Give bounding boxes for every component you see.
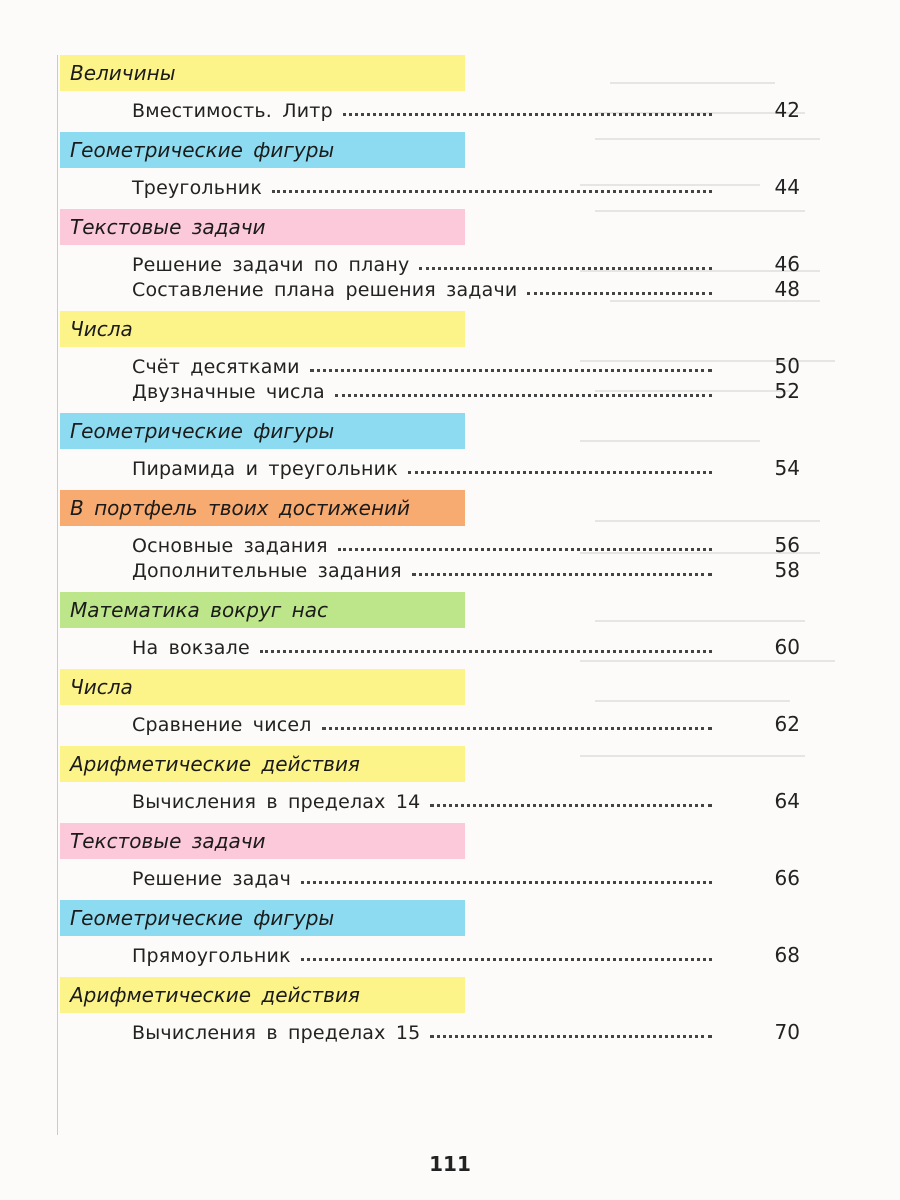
toc-entry[interactable] xyxy=(132,557,800,582)
entry-page-number: 70 xyxy=(774,1020,800,1044)
entry-page-number: 64 xyxy=(774,789,800,813)
section-header: Арифметические действия xyxy=(60,977,465,1013)
toc-entry[interactable] xyxy=(132,942,800,967)
entry-page-number: 60 xyxy=(774,635,800,659)
toc-entry[interactable] xyxy=(132,634,800,659)
dot-leader xyxy=(338,548,712,551)
toc-section xyxy=(60,977,800,1054)
entry-title: Решение задач xyxy=(132,868,292,890)
entry-title: Вместимость. Литр xyxy=(132,100,333,122)
table-of-contents xyxy=(60,55,800,1054)
toc-section xyxy=(60,55,800,132)
dot-leader xyxy=(430,804,712,807)
section-entries xyxy=(60,168,800,209)
section-entries xyxy=(60,782,800,823)
toc-section xyxy=(60,669,800,746)
dot-leader xyxy=(527,292,712,295)
dot-leader xyxy=(272,190,712,193)
dot-leader xyxy=(343,113,712,116)
entry-title: Вычисления в пределах 15 xyxy=(132,1022,421,1044)
toc-entry[interactable] xyxy=(132,1019,800,1044)
section-header: В портфель твоих достижений xyxy=(60,490,465,526)
toc-entry[interactable] xyxy=(132,532,800,557)
entry-page-number: 50 xyxy=(774,354,800,378)
section-entries xyxy=(60,936,800,977)
entry-title: Счёт десятками xyxy=(132,356,300,378)
section-header: Числа xyxy=(60,669,465,705)
section-header: Геометрические фигуры xyxy=(60,413,465,449)
dot-leader xyxy=(301,958,712,961)
toc-entry[interactable] xyxy=(132,251,800,276)
entry-title: Основные задания xyxy=(132,535,328,557)
entry-title: Составление плана решения задачи xyxy=(132,279,518,301)
entry-page-number: 42 xyxy=(774,98,800,122)
page-number: 111 xyxy=(429,1152,471,1176)
entry-title: Прямоугольник xyxy=(132,945,291,967)
page-binding-edge xyxy=(57,55,58,1135)
section-header: Геометрические фигуры xyxy=(60,900,465,936)
section-entries xyxy=(60,526,800,592)
toc-section xyxy=(60,490,800,592)
entry-page-number: 66 xyxy=(774,866,800,890)
toc-entry[interactable] xyxy=(132,865,800,890)
entry-page-number: 48 xyxy=(774,277,800,301)
entry-title: Двузначные числа xyxy=(132,381,325,403)
entry-title: Дополнительные задания xyxy=(132,560,402,582)
dot-leader xyxy=(335,394,712,397)
toc-section xyxy=(60,746,800,823)
entry-title: Вычисления в пределах 14 xyxy=(132,791,421,813)
toc-section xyxy=(60,900,800,977)
toc-section xyxy=(60,413,800,490)
toc-entry[interactable] xyxy=(132,455,800,480)
toc-entry[interactable] xyxy=(132,788,800,813)
entry-page-number: 52 xyxy=(774,379,800,403)
entry-title: Решение задачи по плану xyxy=(132,254,410,276)
entry-page-number: 68 xyxy=(774,943,800,967)
toc-entry[interactable] xyxy=(132,97,800,122)
section-entries xyxy=(60,628,800,669)
toc-section xyxy=(60,132,800,209)
entry-page-number: 58 xyxy=(774,558,800,582)
toc-entry[interactable] xyxy=(132,353,800,378)
section-header: Математика вокруг нас xyxy=(60,592,465,628)
section-header: Текстовые задачи xyxy=(60,823,465,859)
section-header: Величины xyxy=(60,55,465,91)
toc-entry[interactable] xyxy=(132,711,800,736)
entry-title: Пирамида и треугольник xyxy=(132,458,398,480)
section-header: Арифметические действия xyxy=(60,746,465,782)
toc-section xyxy=(60,823,800,900)
section-entries xyxy=(60,245,800,311)
section-header: Текстовые задачи xyxy=(60,209,465,245)
section-header: Числа xyxy=(60,311,465,347)
section-entries xyxy=(60,1013,800,1054)
entry-title: На вокзале xyxy=(132,637,250,659)
dot-leader xyxy=(430,1035,712,1038)
dot-leader xyxy=(412,573,712,576)
toc-section xyxy=(60,209,800,311)
dot-leader xyxy=(408,471,712,474)
entry-title: Треугольник xyxy=(132,177,262,199)
dot-leader xyxy=(310,369,712,372)
section-entries xyxy=(60,347,800,413)
section-entries xyxy=(60,91,800,132)
dot-leader xyxy=(322,727,712,730)
entry-page-number: 46 xyxy=(774,252,800,276)
entry-page-number: 44 xyxy=(774,175,800,199)
dot-leader xyxy=(419,267,712,270)
toc-entry[interactable] xyxy=(132,174,800,199)
entry-page-number: 62 xyxy=(774,712,800,736)
entry-page-number: 56 xyxy=(774,533,800,557)
entry-title: Сравнение чисел xyxy=(132,714,312,736)
section-entries xyxy=(60,449,800,490)
entry-page-number: 54 xyxy=(774,456,800,480)
section-header: Геометрические фигуры xyxy=(60,132,465,168)
section-entries xyxy=(60,859,800,900)
section-entries xyxy=(60,705,800,746)
toc-entry[interactable] xyxy=(132,378,800,403)
dot-leader xyxy=(301,881,712,884)
toc-entry[interactable] xyxy=(132,276,800,301)
dot-leader xyxy=(260,650,712,653)
toc-section xyxy=(60,311,800,413)
toc-section xyxy=(60,592,800,669)
